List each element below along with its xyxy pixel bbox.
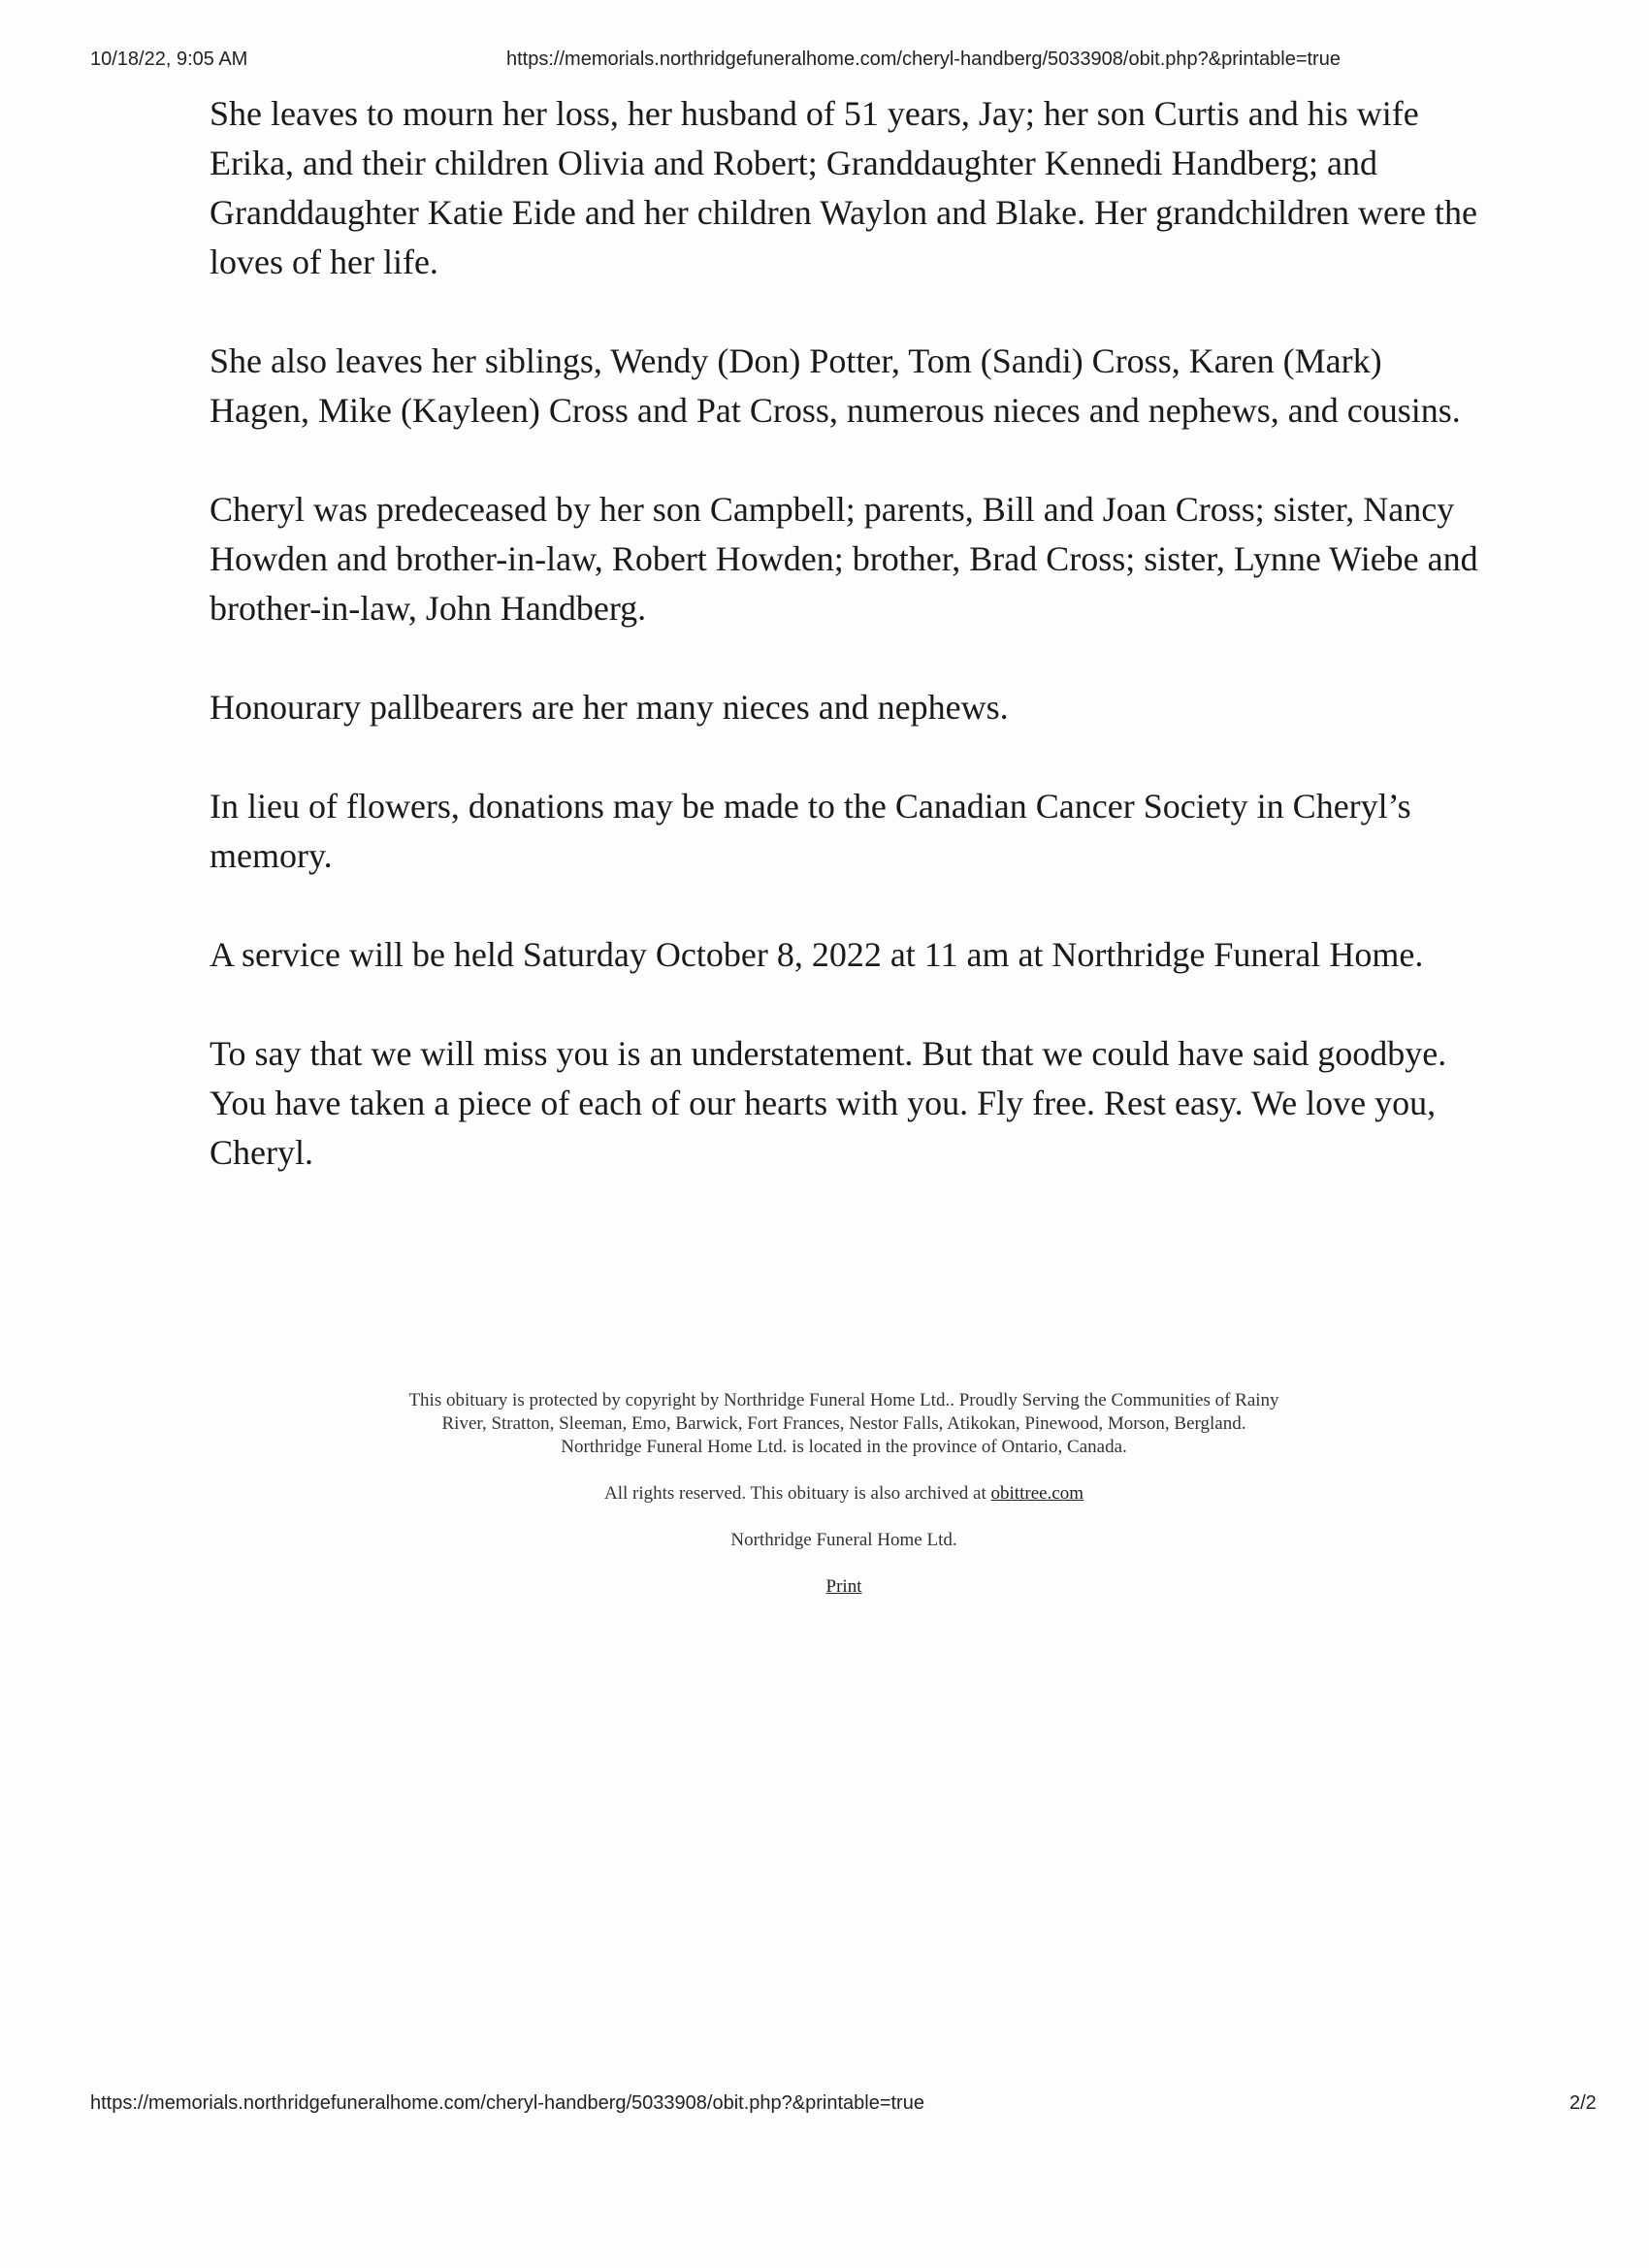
copyright-notice: This obituary is protected by copyright by Northridge Funeral Home Ltd.. Proudly Serving the Communities of Rainy River, Stratton, Sleeman, Emo, Barwick, Fort Frances, Nestor Falls, Atikokan, Pinewood, Morson, Bergland. Northridge Funeral Home Ltd. is located in the province of Ontario, Canada. bbox=[408, 1390, 1279, 1457]
print-datetime: 10/18/22, 9:05 AM bbox=[90, 49, 248, 70]
rights-line bbox=[407, 1482, 1280, 1506]
paragraph-survivors: She leaves to mourn her loss, her husband of 51 years, Jay; her son Curtis and his wife Erika, and their children Olivia and Robert; Granddaughter Kennedi Handberg; and Granddaughter Katie Eide and her children Waylon and Blake. Her grandchildren were the loves of her life. bbox=[210, 94, 1477, 281]
page-number: 2/2 bbox=[1569, 2092, 1597, 2114]
paragraph-service: A service will be held Saturday October 8, 2022 at 11 am at Northridge Funeral Home. bbox=[210, 935, 1424, 974]
obituary-body bbox=[210, 89, 1490, 1227]
archive-link[interactable]: obittree.com bbox=[990, 1483, 1084, 1504]
print-footer-url: https://memorials.northridgefuneralhome.com/cheryl-handberg/5033908/obit.php?&printable=true bbox=[90, 2092, 924, 2114]
paragraph-predeceased: Cheryl was predeceased by her son Campbell; parents, Bill and Joan Cross; sister, Nancy Howden and brother-in-law, Robert Howden; brother, Brad Cross; sister, Lynne Wiebe and brother-in-law, John Handberg. bbox=[210, 490, 1478, 628]
paragraph-pallbearers: Honourary pallbearers are her many nieces and nephews. bbox=[210, 688, 1009, 727]
obituary-footer bbox=[407, 1389, 1280, 1622]
print-link[interactable]: Print bbox=[825, 1576, 862, 1597]
rights-text: All rights reserved. This obituary is also archived at bbox=[603, 1483, 986, 1504]
paragraph-siblings: She also leaves her siblings, Wendy (Don) Potter, Tom (Sandi) Cross, Karen (Mark) Hagen, Mike (Kayleen) Cross and Pat Cross, numerous nieces and nephews, and cousins. bbox=[210, 341, 1461, 430]
paragraph-farewell: To say that we will miss you is an understatement. But that we could have said goodbye. You have taken a piece of each of our hearts with you. Fly free. Rest easy. We love you, Cheryl. bbox=[210, 1034, 1447, 1172]
company-name: Northridge Funeral Home Ltd. bbox=[730, 1530, 957, 1550]
print-header-url: https://memorials.northridgefuneralhome.com/cheryl-handberg/5033908/obit.php?&printable=true bbox=[506, 49, 1341, 70]
paragraph-donations: In lieu of flowers, donations may be made to the Canadian Cancer Society in Cheryl’s memory. bbox=[210, 787, 1411, 875]
